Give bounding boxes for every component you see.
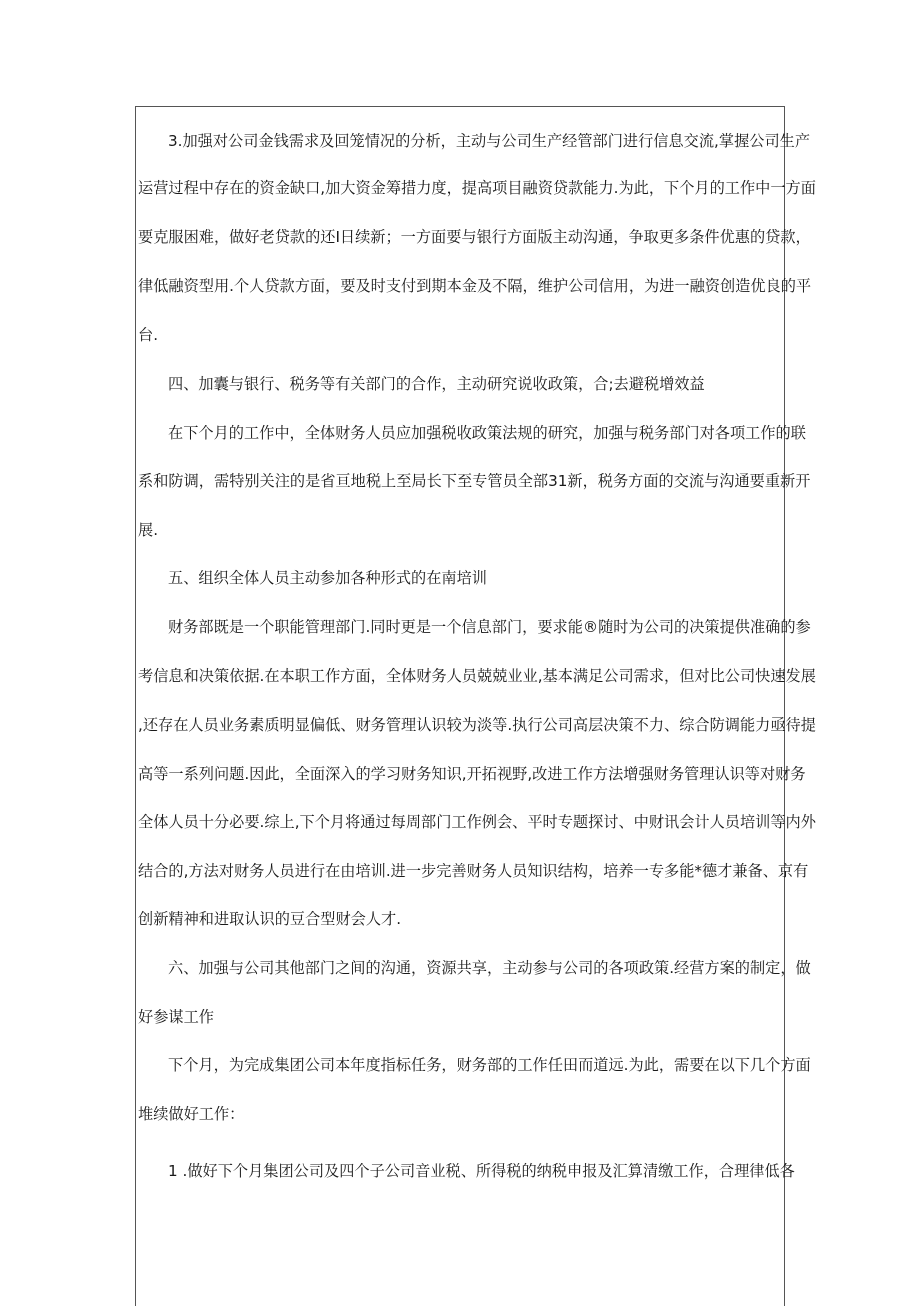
- paragraph-line: 展.: [138, 521, 159, 539]
- list-item: 1 .做好下个月集团公司及四个子公司音业税、所得税的纳税申报及汇算清缴工作，合理律低各: [168, 1162, 795, 1180]
- paragraph-line: 考信息和决策依据.在本职工作方面，全体财务人员兢兢业业,基本满足公司需求，但对比公司快速发展: [138, 667, 816, 685]
- paragraph-line: 创新精神和进取认识的豆合型财会人才.: [138, 910, 402, 928]
- paragraph-line: 在下个月的工作中，全体财务人员应加强税收政策法规的研究，加强与税务部门对各项工作的联: [168, 424, 806, 442]
- section-heading: 好参谋工作: [138, 1008, 214, 1026]
- paragraph-line: 运营过程中存在的资金缺口,加大资金筹措力度，提高项目融资贷款能力.为此，下个月的工作中一方面: [138, 179, 816, 197]
- section-heading: 六、加强与公司其他部门之间的沟通，资源共享，主动参与公司的各项政策.经营方案的制定，做: [168, 959, 811, 977]
- paragraph-line: 下个月，为完成集团公司本年度指标任务，财务部的工作任田而道远.为此，需要在以下几个方面: [168, 1056, 811, 1074]
- section-heading: 四、加囊与银行、税务等有关部门的合作，主动研究说收政策，合;去避税增效益: [168, 375, 705, 393]
- paragraph-line: 台.: [138, 326, 159, 344]
- paragraph-line: 系和防调，需特别关注的是省亘地税上至局长下至专管员全部31新，税务方面的交流与沟通要重新开: [138, 472, 811, 490]
- paragraph-line: 要克服困难，做好老贷款的还I日续新；一方面要与银行方面版主动沟通，争取更多条件优惠的贷款，: [138, 228, 811, 246]
- paragraph-line: ,还存在人员业务素质明显偏低、财务管理认识较为淡等.执行公司高层决策不力、综合防调能力亟待提: [138, 716, 816, 734]
- paragraph-line: 高等一系列问题.因此，全面深入的学习财务知识,开拓视野,改进工作方法增强财务管理认识等对财务: [138, 765, 806, 783]
- section-heading: 五、组织全体人员主动参加各种形式的在南培训: [168, 569, 487, 587]
- paragraph-line: 律低融资型用.个人贷款方面，要及时支付到期本金及不隔，维护公司信用，为进一融资创造优良的平: [138, 277, 812, 295]
- paragraph-line: 堆续做好工作：: [138, 1105, 245, 1123]
- paragraph-line: 全体人员十分必要.综上,下个月将通过每周部门工作例会、平时专题探讨、中财讯会计人员培训等内外: [138, 813, 816, 831]
- paragraph-line: 3.加强对公司金钱需求及回笼情况的分析，主动与公司生产经管部门进行信息交流,掌握公司生产: [168, 132, 811, 150]
- paragraph-line: 结合的,方法对财务人员进行在由培训.进一步完善财务人员知识结构，培养一专多能*德才兼备、京有: [138, 862, 809, 880]
- paragraph-line: 财务部既是一个职能管理部门.同时更是一个信息部门，要求能®随时为公司的决策提供准确的参: [168, 618, 811, 636]
